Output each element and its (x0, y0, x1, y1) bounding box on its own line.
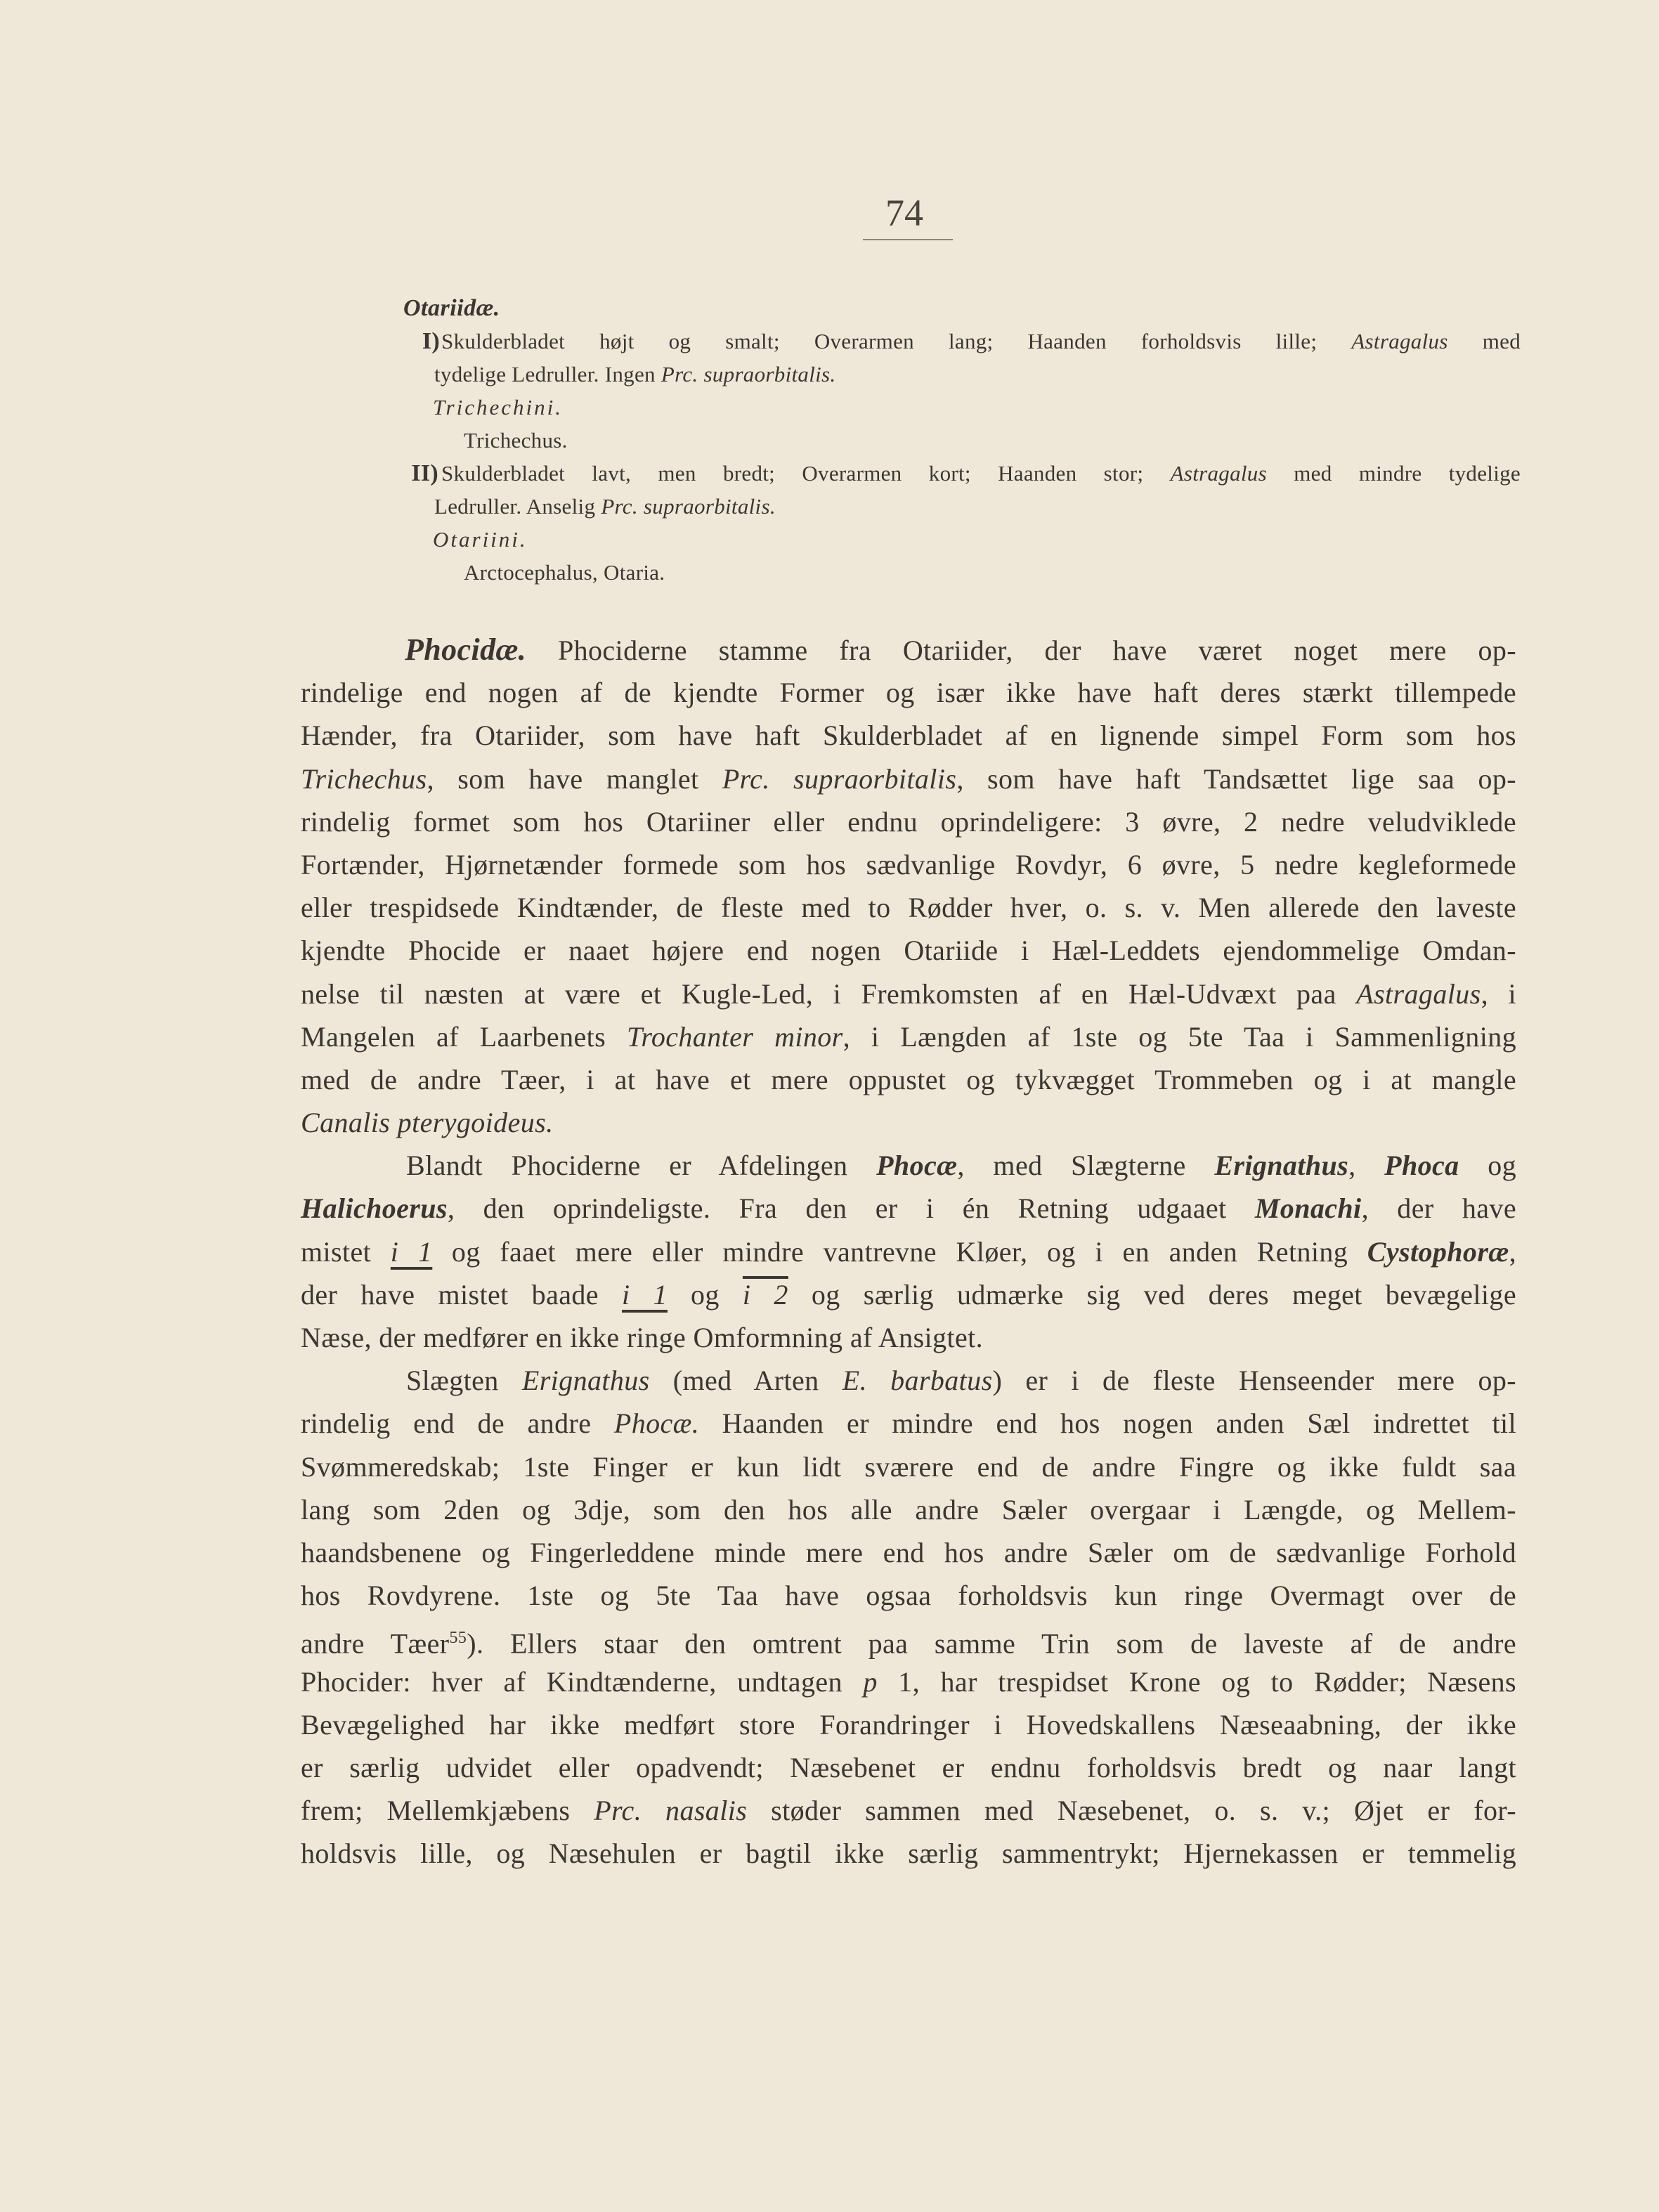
key-entry-1-genera: Trichechus. (464, 428, 568, 453)
p2-line-4: der have mistet baade i 1 og i 2 og særlig udmærke sig ved deres meget bevægelige (301, 1278, 1516, 1310)
page-number: 74 (885, 192, 923, 234)
p1-line-3: Hænder, fra Otariider, som have haft Skulderbladet af en lignende simpel Form som hos (301, 720, 1516, 752)
footnote-ref-55: 55 (449, 1629, 467, 1648)
key-entry-1-line-2: tydelige Ledruller. Ingen Prc. supraorbitalis. (434, 362, 836, 386)
p3-line-12: holdsvis lille, og Næsehulen er bagtil ikke særlig sammentrykt; Hjernekassen er temmelig (301, 1837, 1516, 1870)
p1-line-2: rindelige end nogen af de kjendte Former og især ikke have haft deres stærkt tillempede (301, 677, 1516, 709)
p2-line-2: Halichoerus, den oprindeligste. Fra den er i én Retning udgaaet Monachi, der have (301, 1192, 1516, 1225)
p3-line-2: rindelig end de andre Phocæ. Haanden er mindre end hos nogen anden Sæl indrettet til (301, 1407, 1517, 1440)
p3-line-7: andre Tæer$^{55}$). Ellers staar den omtrent paa samme Trin som de laveste af de andre (301, 1627, 1517, 1660)
key-entry-2 (403, 457, 1521, 490)
p3-line-9: Bevægelighed har ikke medført store Forandringer i Hovedskallens Næseaabning, der ikke (301, 1708, 1516, 1741)
p1-line-12: Canalis pterygoideus. (301, 1107, 554, 1139)
key-entry-2-tribe: Otariini. (433, 527, 528, 552)
p1-line-1: Phocidæ. Phociderne stamme fra Otariider, der have været noget mere op- (405, 632, 1517, 667)
key-marker-1: I) (422, 328, 440, 354)
p1-line-9: nelse til næsten at være et Kugle-Led, i Fremkomsten af en Hæl-Udvæxt paa Astragalus, i (301, 977, 1516, 1010)
p3-line-10: er særlig udvidet eller opadvendt; Næsebenet er endnu forholdsvis bredt og naar langt (301, 1751, 1516, 1783)
p3-line-1: Slægten Erignathus (med Arten E. barbatus) er i de fleste Henseender mere op- (406, 1365, 1516, 1397)
p2-line-3: mistet i 1 og faaet mere eller mindre vantrevne Kløer, og i en anden Retning Cystophoræ, (301, 1235, 1516, 1268)
p1-line-7: eller trespidsede Kindtænder, de fleste med to Rødder hver, o. s. v. Men allerede den laveste (301, 892, 1516, 924)
classification-key (403, 292, 1521, 589)
p3-line-8: Phocider: hver af Kindtænderne, undtagen p 1, har trespidset Krone og to Rødder; Næsens (301, 1665, 1517, 1698)
key-entry-1-line-1: Skulderbladet højt og smalt; Overarmen lang; Haanden forholdsvis lille; Astragalus med (441, 329, 1521, 353)
key-entry-2-line-2: Ledruller. Anselig Prc. supraorbitalis. (434, 494, 776, 519)
p1-line-10: Mangelen af Laarbenets Trochanter minor, i Længden af 1ste og 5te Taa i Sammenligning (301, 1020, 1517, 1053)
p1-line-4: Trichechus, som have manglet Prc. supraorbitalis, som have haft Tandsættet lige saa op- (301, 762, 1516, 795)
p1-line-8: kjendte Phocide er naaet højere end nogen Otariide i Hæl-Leddets ejendommelige Omdan- (301, 935, 1516, 967)
p1-line-11: med de andre Tæer, i at have et mere oppustet og tykvægget Trommeben og i at mangle (301, 1063, 1516, 1095)
body-text (301, 628, 1516, 1875)
p2-line-5: Næse, der medfører en ikke ringe Omformning af Ansigtet. (301, 1322, 984, 1353)
page-number-rule (863, 239, 953, 240)
p3-line-4: lang som 2den og 3dje, som den hos alle andre Sæler overgaar i Længde, og Mellem- (301, 1493, 1516, 1525)
p1-line-5: rindelig formet som hos Otariiner eller endnu oprindeligere: 3 øvre, 2 nedre veludviklede (301, 805, 1516, 838)
key-marker-2: II) (411, 460, 438, 486)
key-entry-2-genera: Arctocephalus, Otaria. (464, 560, 665, 585)
key-entry-2-line-1: Skulderbladet lavt, men bredt; Overarmen kort; Haanden stor; Astragalus med mindre tydelige (441, 461, 1521, 486)
p3-line-5: haandsbenene og Fingerleddene minde mere end hos andre Sæler om de sædvanlige Forhold (301, 1536, 1516, 1568)
key-family-heading: Otariidæ. (403, 295, 500, 321)
key-entry-1 (403, 325, 1521, 358)
p3-line-6: hos Rovdyrene. 1ste og 5te Taa have ogsaa forholdsvis kun ringe Overmagt over de (301, 1580, 1516, 1612)
section-heading-phocidae: Phocidæ. (405, 632, 527, 667)
p1-line-6: Fortænder, Hjørnetænder formede som hos sædvanlige Rovdyr, 6 øvre, 5 nedre kegleformede (301, 848, 1516, 880)
p2-line-1: Blandt Phociderne er Afdelingen Phocæ, med Slægterne Erignathus, Phoca og (406, 1150, 1517, 1182)
p3-line-11: frem; Mellemkjæbens Prc. nasalis støder sammen med Næsebenet, o. s. v.; Øjet er for- (301, 1795, 1516, 1827)
key-entry-1-tribe: Trichechini. (433, 395, 563, 419)
p3-line-3: Svømmeredskab; 1ste Finger er kun lidt sværere end de andre Fingre og ikke fuldt saa (301, 1450, 1516, 1483)
